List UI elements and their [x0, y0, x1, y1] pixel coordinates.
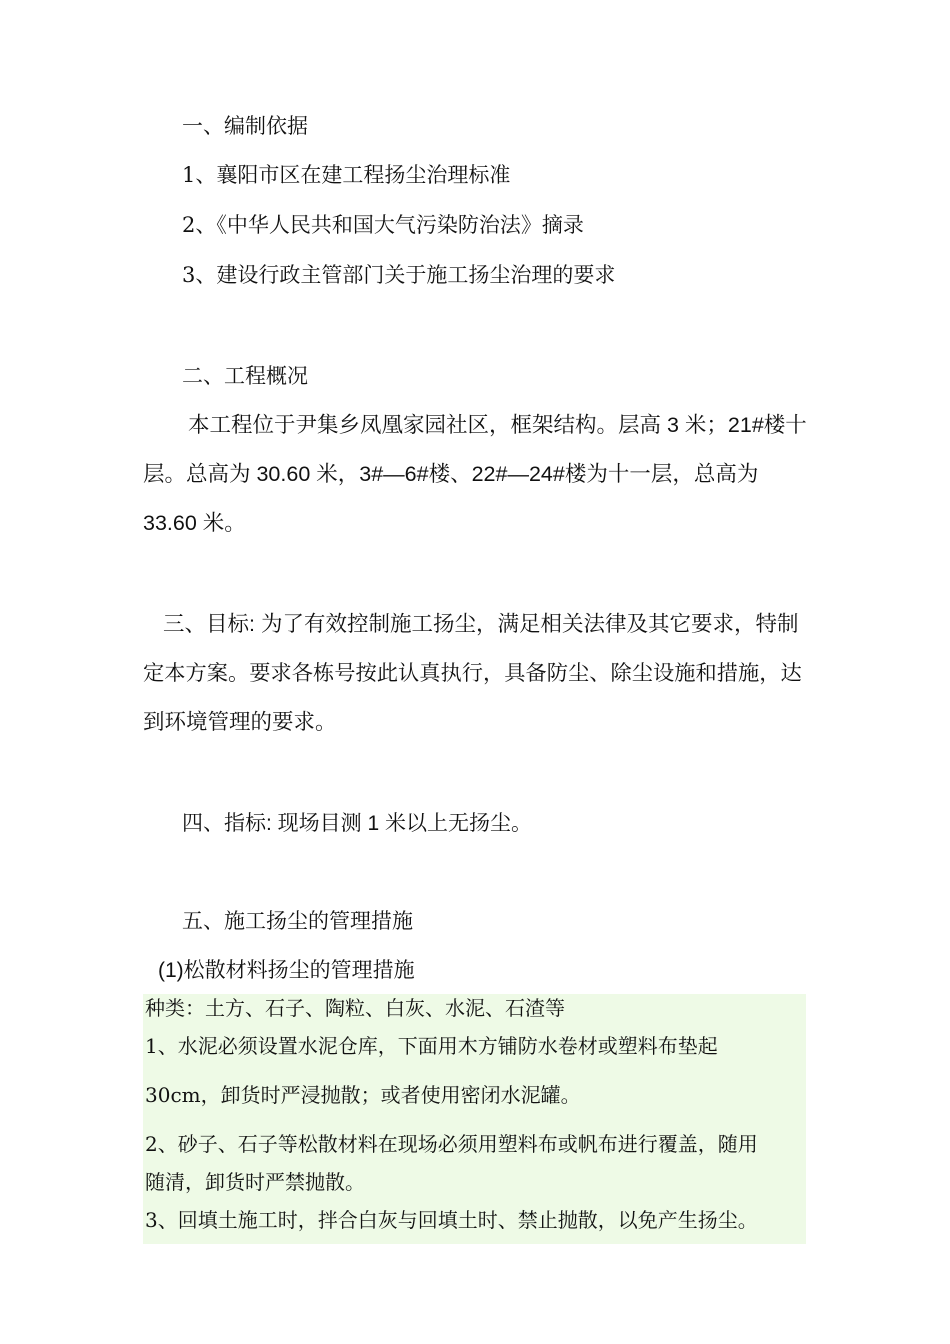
section5-line-2: 1、水泥必须设置水泥仓库，下面用木方铺防水卷材或塑料布垫起	[145, 1034, 718, 1058]
section5-line-5: 随清，卸货时严禁抛散。	[145, 1170, 365, 1194]
section1-heading: 一、编制依据	[182, 114, 308, 138]
section1-item-1: 1、襄阳市区在建工程扬尘治理标准	[182, 163, 511, 187]
section3-line-3: 到环境管理的要求。	[143, 710, 337, 734]
section2-heading: 二、工程概况	[182, 364, 308, 388]
section4-line: 四、指标: 现场目测 1 米以上无扬尘。	[182, 812, 533, 835]
section5-line-3: 30cm，卸货时严浸抛散；或者使用密闭水泥罐。	[145, 1083, 581, 1107]
section2-line-1: 本工程位于尹集乡凤凰家园社区，框架结构。层高 3 米；21#楼十	[188, 413, 807, 437]
section5-sub-heading: (1)松散材料扬尘的管理措施	[158, 959, 415, 982]
section5-heading: 五、施工扬尘的管理措施	[182, 909, 413, 933]
section5-line-4: 2、砂子、石子等松散材料在现场必须用塑料布或帆布进行覆盖，随用	[145, 1132, 758, 1156]
section5-line-1: 种类：土方、石子、陶粒、白灰、水泥、石渣等	[145, 996, 565, 1020]
section1-item-2: 2、《中华人民共和国大气污染防治法》摘录	[182, 213, 584, 237]
section2-line-2: 层。总高为 30.60 米，3#—6#楼、22#—24#楼为十一层，总高为	[143, 462, 759, 486]
section3-line-2: 定本方案。要求各栋号按此认真执行，具备防尘、除尘设施和措施，达	[143, 661, 802, 685]
section1-item-3: 3、建设行政主管部门关于施工扬尘治理的要求	[182, 263, 616, 287]
section5-line-6: 3、回填土施工时，拌合白灰与回填土时、禁止抛散，以免产生扬尘。	[145, 1208, 758, 1232]
section2-line-3: 33.60 米。	[143, 511, 246, 535]
section3-line-1: 三、目标: 为了有效控制施工扬尘，满足相关法律及其它要求，特制	[163, 612, 799, 636]
